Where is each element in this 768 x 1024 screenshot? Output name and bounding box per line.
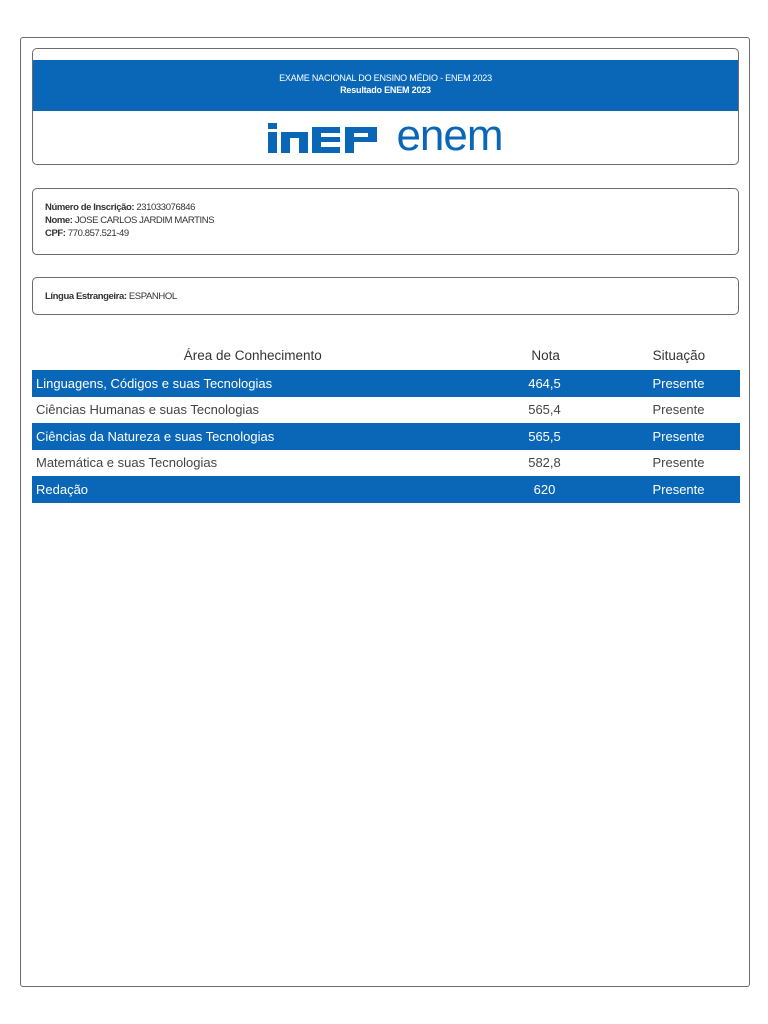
cpf-value: 770.857.521-49: [67, 228, 129, 239]
result-title: Resultado ENEM 2023: [340, 85, 431, 95]
logo-row: [33, 111, 738, 164]
inscricao-label: Número de Inscrição:: [45, 202, 135, 213]
enem-logo: enem: [396, 110, 503, 160]
row-area: Ciências da Natureza e suas Tecnologias: [36, 428, 275, 444]
row-situacao: Presente: [652, 375, 705, 391]
inscricao-line: [45, 201, 738, 214]
row-area: Matemática e suas Tecnologias: [36, 455, 218, 471]
table-row: [32, 476, 740, 503]
results-header-row: [32, 340, 740, 370]
row-situacao: Presente: [652, 428, 705, 444]
row-area: Redação: [36, 481, 89, 497]
header-situacao: Situação: [652, 347, 706, 363]
header-card: [32, 48, 739, 165]
table-row: [32, 370, 740, 397]
table-row: [32, 450, 740, 477]
row-nota: 582,8: [528, 455, 561, 471]
header-nota: Nota: [531, 347, 560, 363]
candidate-info-card: [32, 188, 739, 255]
header-area: Área de Conhecimento: [183, 347, 322, 363]
row-situacao: Presente: [652, 402, 705, 418]
language-card: [32, 277, 739, 315]
row-area: Linguagens, Códigos e suas Tecnologias: [36, 375, 273, 391]
nome-value: JOSE CARLOS JARDIM MARTINS: [74, 215, 215, 226]
nome-line: [45, 214, 738, 227]
row-situacao: Presente: [652, 481, 705, 497]
inscricao-value: 231033076846: [136, 202, 195, 213]
table-row: [32, 423, 740, 450]
cpf-label: CPF:: [45, 228, 66, 239]
cpf-line: [45, 227, 738, 240]
document-page: [20, 37, 750, 987]
row-area: Ciências Humanas e suas Tecnologias: [36, 402, 260, 418]
row-nota: 620: [533, 481, 556, 497]
header-band: [33, 60, 738, 111]
row-situacao: Presente: [652, 455, 705, 471]
language-label: Língua Estrangeira:: [45, 291, 127, 302]
nome-label: Nome:: [45, 215, 73, 226]
inep-logo: [268, 123, 378, 153]
results-table: [32, 340, 740, 503]
language-value: ESPANHOL: [128, 291, 177, 302]
exam-title: EXAME NACIONAL DO ENSINO MÉDIO - ENEM 2023: [279, 73, 492, 83]
row-nota: 565,4: [528, 402, 561, 418]
table-row: [32, 397, 740, 424]
row-nota: 464,5: [528, 375, 561, 391]
row-nota: 565,5: [528, 428, 561, 444]
